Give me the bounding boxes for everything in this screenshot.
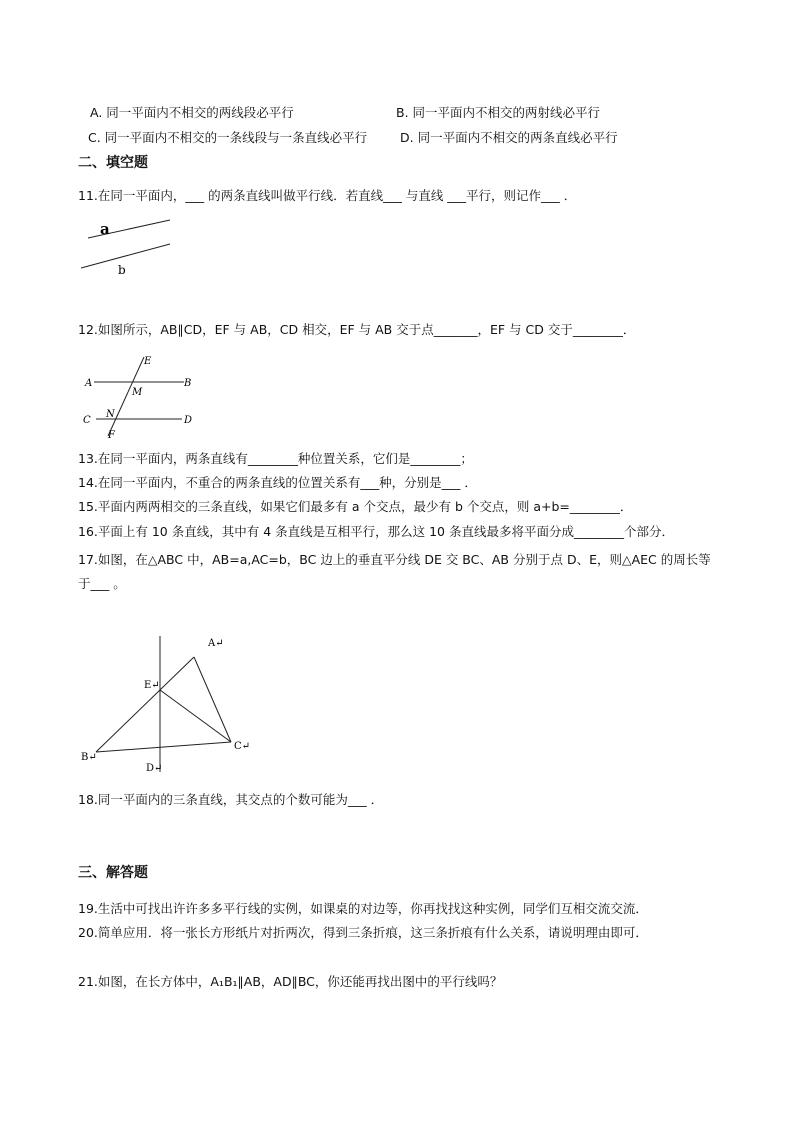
label-a: a (100, 220, 110, 238)
question-18: 18.同一平面内的三条直线，其交点的个数可能为___ ． (78, 792, 384, 807)
label-B: B↵ (81, 752, 97, 763)
side-bc (96, 742, 231, 752)
option-c: C. 同一平面内不相交的一条线段与一条直线必平行 (88, 130, 368, 145)
label-M: M (132, 387, 143, 398)
section-title-fill-in: 二、填空题 (78, 155, 148, 171)
segment-ec (160, 690, 231, 742)
label-C: C↵ (234, 741, 251, 752)
question-21: 21.如图，在长方体中，A₁B₁∥AB，AD∥BC，你还能再找出图中的平行线吗？ (78, 974, 503, 989)
option-b: B. 同一平面内不相交的两射线必平行 (396, 105, 601, 120)
question-11: 11.在同一平面内，___ 的两条直线叫做平行线．若直线___ 与直线 ___平行，则记作___ ． (78, 188, 577, 203)
question-13: 13.在同一平面内，两条直线有________种位置关系，它们是________； (78, 451, 473, 466)
question-12: 12.如图所示，AB∥CD，EF 与 AB，CD 相交，EF 与 AB 交于点_______，EF 与 CD 交于________． (78, 322, 636, 337)
label-A: A (85, 378, 93, 389)
option-a: A. 同一平面内不相交的两线段必平行 (90, 105, 294, 120)
label-E: E (144, 356, 152, 367)
figure-q12-transversal (80, 352, 200, 442)
label-D: D (184, 415, 193, 426)
section-title-answer: 三、解答题 (78, 865, 148, 881)
option-d: D. 同一平面内不相交的两条直线必平行 (400, 130, 618, 145)
side-ac (194, 657, 231, 742)
question-16: 16.平面上有 10 条直线，其中有 4 条直线是互相平行，那么这 10 条直线最多将平面分成________个部分． (78, 524, 674, 539)
label-F: F (108, 430, 115, 441)
label-E: E↵ (144, 680, 160, 691)
figure-q11-parallel-lines (78, 212, 178, 280)
question-14: 14.在同一平面内，不重合的两条直线的位置关系有___种，分别是___ ． (78, 475, 477, 490)
question-20: 20.简单应用．将一张长方形纸片对折两次，得到三条折痕，这三条折痕有什么关系，请说明理由即可． (78, 925, 648, 940)
question-15: 15.平面内两两相交的三条直线，如果它们最多有 a 个交点，最少有 b 个交点，则 a+b=________． (78, 499, 633, 514)
question-19: 19.生活中可找出许许多多平行线的实例，如课桌的对边等，你再找找这种实例，同学们互相交流交流． (78, 901, 648, 916)
label-D: D↵ (146, 763, 163, 774)
label-N: N (106, 409, 115, 420)
label-C: C (83, 415, 91, 426)
question-17-line-1: 17.如图，在△ABC 中，AB=a,AC=b，BC 边上的垂直平分线 DE 交 BC、AB 分别于点 D、E，则△AEC 的周长等 (78, 552, 711, 567)
figure-q17-triangle (78, 628, 268, 778)
label-b: b (118, 263, 126, 277)
question-17-line-2: 于___ 。 (78, 576, 126, 591)
label-A: A↵ (208, 638, 224, 649)
label-B: B (184, 378, 192, 389)
